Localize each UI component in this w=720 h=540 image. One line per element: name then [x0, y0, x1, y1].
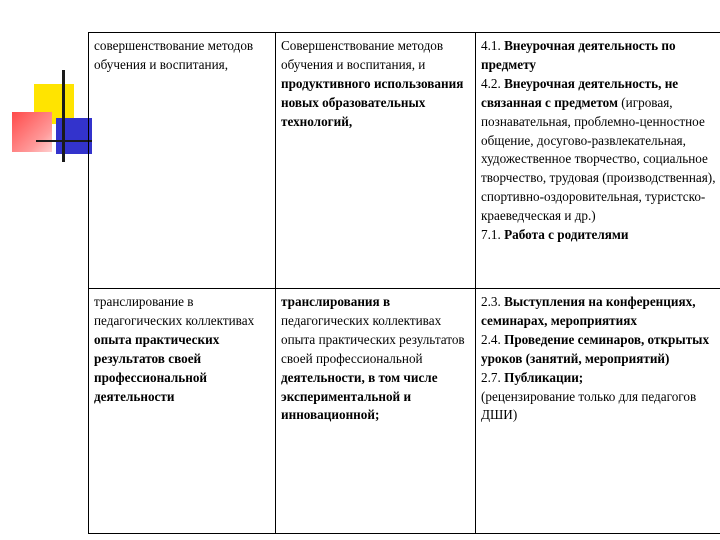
- table-cell: [276, 33, 476, 289]
- item-title: Публикации;: [504, 369, 584, 385]
- item-number: 2.3.: [481, 294, 501, 309]
- item-title: Внеурочная деятельность, не связанная с предметом: [481, 75, 679, 110]
- item-number: 4.1.: [481, 38, 501, 53]
- decor-vertical-line: [62, 70, 65, 162]
- criteria-table: [88, 32, 720, 534]
- decor-horizontal-line: [36, 140, 92, 142]
- cell-text-bold: опыта практических результатов своей профессиональной деятельности: [94, 331, 220, 404]
- item-number: 2.7.: [481, 369, 501, 385]
- table-cell: [89, 33, 276, 289]
- table-cell: [476, 289, 720, 534]
- item-number: 4.2.: [481, 75, 501, 91]
- item-title: Работа с родителями: [504, 227, 629, 243]
- cell-text: педагогических коллективах опыта практических результатов своей профессиональной: [281, 312, 465, 366]
- table-cell: [476, 33, 720, 289]
- cell-text: Совершенствование методов обучения и воспитания, и: [281, 38, 444, 72]
- cell-text-bold: продуктивного использования новых образовательных технологий,: [281, 75, 464, 129]
- cell-text: транслирование в педагогических коллективах: [94, 294, 255, 328]
- table-row: [89, 289, 720, 534]
- item-title: Внеурочная деятельность по предмету: [481, 38, 676, 72]
- cell-text: совершенствование методов обучения и воспитания,: [94, 38, 254, 72]
- decor-red-square: [12, 112, 52, 152]
- table-row: [89, 33, 720, 289]
- table-cell: [276, 289, 476, 534]
- cell-text-bold: деятельности, в том числе экспериментальной и инновационной;: [281, 369, 438, 423]
- item-number: 2.4.: [481, 331, 501, 347]
- item-title: Выступления на конференциях, семинарах, мероприятиях: [481, 294, 696, 328]
- cell-text-bold: транслирования в: [281, 294, 391, 309]
- table-cell: [89, 289, 276, 534]
- item-title: Проведение семинаров, открытых уроков (занятий, мероприятий): [481, 331, 710, 366]
- item-number: 7.1.: [481, 227, 501, 243]
- item-description: (рецензирование только для педагогов ДШИ): [481, 388, 697, 423]
- item-description: (игровая, познавательная, проблемно-ценностное общение, досугово-развлекательная, художественное творчество, социальное творчество, трудовая (производственная), спортивно-оздоровительная, туристско-краеведческая и др.): [481, 94, 716, 224]
